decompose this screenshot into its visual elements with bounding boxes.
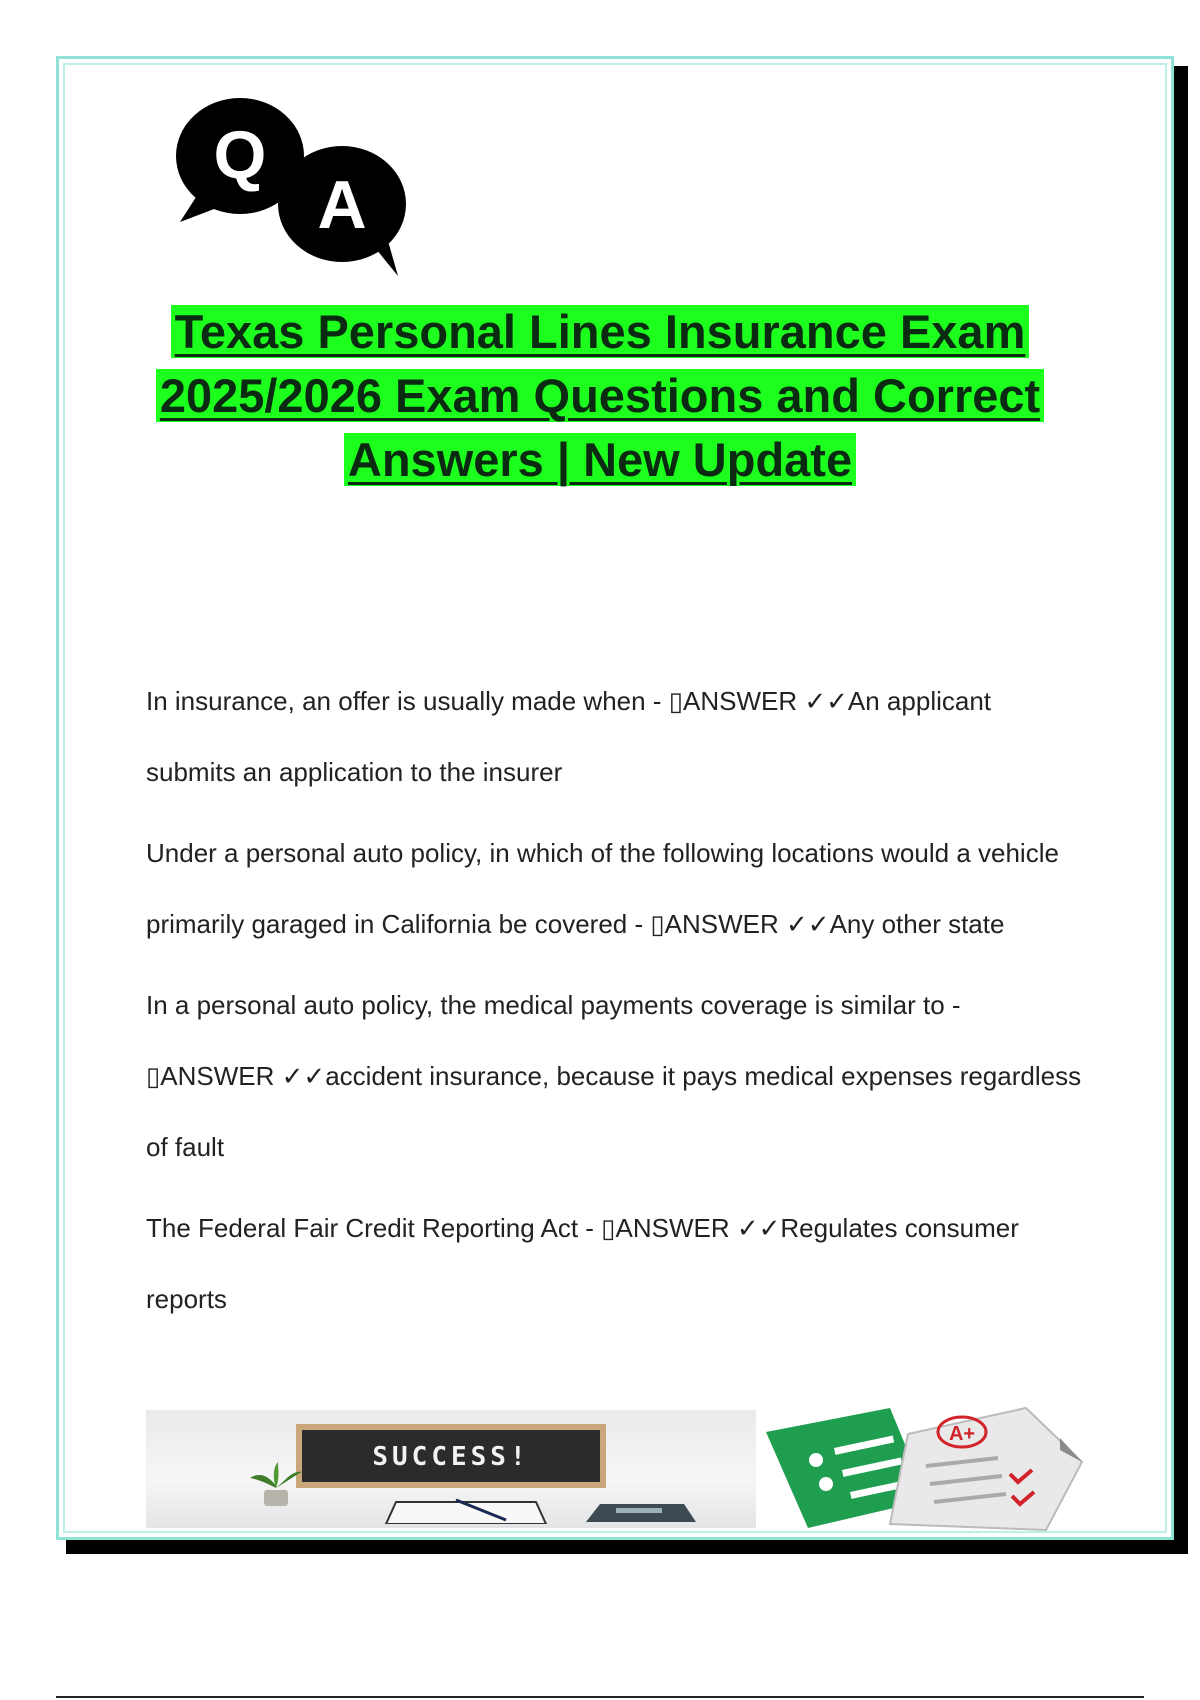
qa-item: In insurance, an offer is usually made when - ▯ANSWER ✓✓An applicant submits an application to the insurer — [146, 686, 992, 787]
document-title — [140, 300, 1060, 492]
a-bubble-icon — [278, 146, 406, 276]
graded-test-paper-icon — [890, 1408, 1082, 1530]
qa-speech-bubbles-icon — [172, 94, 432, 284]
title-line-2: 2025/2026 Exam Questions and Correct — [156, 369, 1044, 422]
success-chalkboard-banner — [146, 1410, 756, 1528]
page-bottom-rule — [56, 1696, 1144, 1698]
success-chalkboard-icon — [296, 1424, 606, 1488]
a-letter: A — [317, 167, 367, 243]
qa-item: The Federal Fair Credit Reporting Act - ▯ANSWER ✓✓Regulates consumer reports — [146, 1213, 1019, 1314]
title-line-1: Texas Personal Lines Insurance Exam — [171, 305, 1030, 358]
q-letter: Q — [213, 117, 267, 193]
grade-badge: A+ — [948, 1423, 976, 1445]
clipboard-icon — [366, 1498, 566, 1524]
qa-list — [146, 666, 1086, 1345]
success-banner-text: SUCCESS! — [372, 1442, 530, 1472]
title-line-3: Answers | New Update — [344, 433, 856, 486]
qa-item: Under a personal auto policy, in which of the following locations would a vehicle primarily garaged in California be covered - ▯ANSWER ✓✓Any other state — [146, 838, 1059, 939]
calculator-icon — [576, 1498, 706, 1524]
documents-illustration-icon — [760, 1404, 1090, 1532]
plant-pot-icon — [246, 1462, 306, 1508]
qa-item: In a personal auto policy, the medical payments coverage is similar to - ▯ANSWER ✓✓accident insurance, because it pays medical expenses regardless of fault — [146, 990, 1082, 1162]
